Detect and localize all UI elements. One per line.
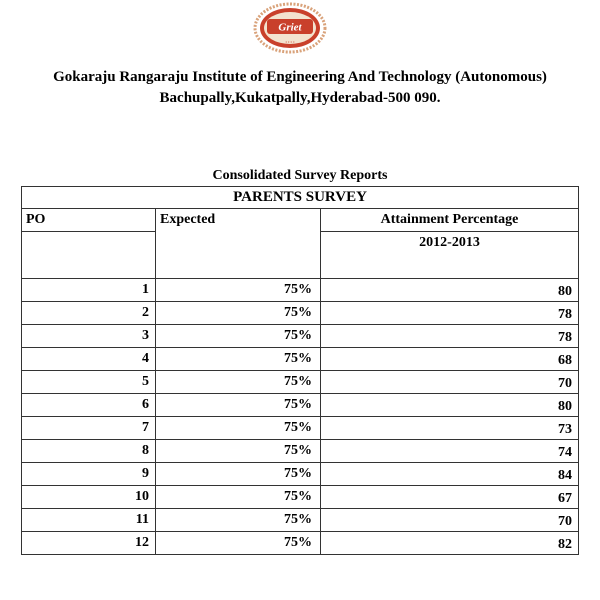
po-cell: 12 (22, 532, 156, 555)
table-row (22, 486, 579, 509)
expected-cell: 75% (156, 463, 321, 486)
table-row (22, 463, 579, 486)
po-cell: 11 (22, 509, 156, 532)
attainment-cell: 67 (321, 486, 579, 509)
po-cell: 5 (22, 371, 156, 394)
table-row (22, 394, 579, 417)
expected-cell: 75% (156, 279, 321, 302)
svg-text:• • • •: • • • • (285, 39, 295, 44)
column-header-attainment: Attainment Percentage (321, 209, 579, 232)
institute-address: Bachupally,Kukatpally,Hyderabad-500 090. (159, 90, 441, 106)
attainment-cell: 80 (321, 394, 579, 417)
table-row (22, 348, 579, 371)
logo-text: Griet (278, 21, 302, 34)
expected-cell: 75% (156, 532, 321, 555)
table-row (22, 509, 579, 532)
attainment-cell: 68 (321, 348, 579, 371)
institute-logo (253, 2, 327, 54)
po-cell: 6 (22, 394, 156, 417)
expected-cell: 75% (156, 440, 321, 463)
expected-cell: 75% (156, 325, 321, 348)
attainment-cell: 78 (321, 325, 579, 348)
expected-cell: 75% (156, 509, 321, 532)
survey-name: PARENTS SURVEY (22, 187, 579, 209)
table-row (22, 279, 579, 302)
expected-cell: 75% (156, 371, 321, 394)
po-cell: 3 (22, 325, 156, 348)
attainment-cell: 74 (321, 440, 579, 463)
expected-cell: 75% (156, 486, 321, 509)
attainment-cell: 78 (321, 302, 579, 325)
attainment-cell: 73 (321, 417, 579, 440)
table-row (22, 302, 579, 325)
expected-cell: 75% (156, 417, 321, 440)
table-row (22, 440, 579, 463)
table-row (22, 371, 579, 394)
table-row (22, 417, 579, 440)
po-cell: 2 (22, 302, 156, 325)
po-cell: 8 (22, 440, 156, 463)
report-title: Consolidated Survey Reports (212, 168, 388, 183)
po-cell: 9 (22, 463, 156, 486)
column-header-po: PO (22, 209, 156, 232)
expected-cell: 75% (156, 302, 321, 325)
attainment-cell: 82 (321, 532, 579, 555)
expected-cell: 75% (156, 394, 321, 417)
expected-cell: 75% (156, 348, 321, 371)
attainment-cell: 80 (321, 279, 579, 302)
po-cell: 7 (22, 417, 156, 440)
attainment-cell: 70 (321, 371, 579, 394)
attainment-cell: 84 (321, 463, 579, 486)
attainment-cell: 70 (321, 509, 579, 532)
table-row (22, 532, 579, 555)
column-header-expected: Expected (156, 209, 321, 279)
po-cell: 4 (22, 348, 156, 371)
table-row (22, 325, 579, 348)
institute-name: Gokaraju Rangaraju Institute of Engineering And Technology (Autonomous) (53, 69, 547, 85)
survey-table (21, 186, 579, 555)
year-header: 2012-2013 (321, 232, 579, 279)
po-cell: 1 (22, 279, 156, 302)
po-cell: 10 (22, 486, 156, 509)
po-header-spacer (22, 232, 156, 279)
